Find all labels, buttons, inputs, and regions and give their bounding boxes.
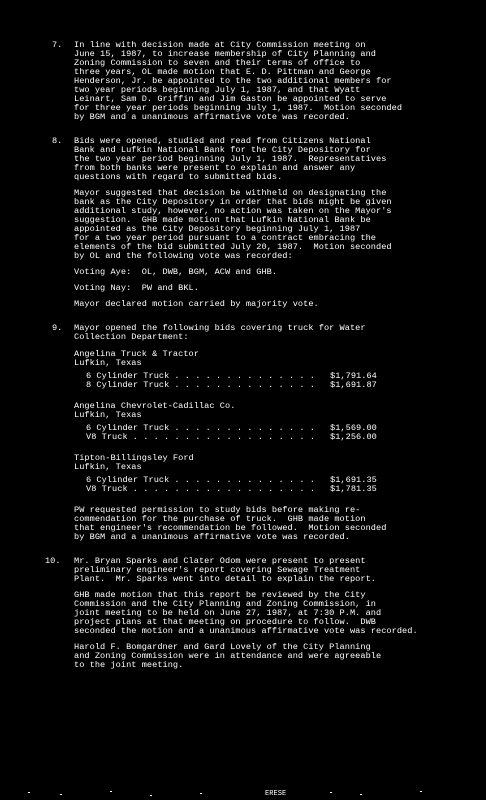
- dot-leader: . . . . . . . . . . . . . .: [169, 424, 321, 433]
- text-line: and Zoning Commission were in attendance and were agreeable: [74, 651, 382, 661]
- text-line: project plans at that meeting on procedure to follow. DWB: [74, 617, 377, 627]
- text-line: the two year period beginning July 1, 1987. Representatives: [74, 154, 387, 164]
- text-line: joint meeting to be held on June 27, 1987, at 7:30 P.M. and: [74, 608, 382, 618]
- text-line: from both banks were present to explain and answer any: [74, 163, 356, 173]
- bidder-city: Lufkin, Texas: [74, 410, 142, 420]
- text-line: June 15, 1987, to increase membership of City Planning and: [74, 49, 377, 59]
- dot-leader: . . . . . . . . . . . . . . . . . .: [127, 433, 321, 442]
- scan-speck: [28, 792, 30, 793]
- text-line: by BGM and a unanimous affirmative vote was recorded.: [74, 112, 350, 122]
- text-line: for three year periods beginning July 1, 1987. Motion seconded: [74, 103, 403, 113]
- bid-item: 6 Cylinder Truck: [86, 423, 170, 433]
- item-number: 8.: [52, 136, 63, 146]
- text-line: GHB made motion that this report be reviewed by the City: [74, 590, 366, 600]
- item-number: 9.: [52, 323, 63, 333]
- scan-speck: [200, 793, 202, 794]
- bid-item: V8 Truck: [86, 484, 128, 494]
- text-line: by OL and the following vote was recorded:: [74, 251, 293, 261]
- text-line: two year periods beginning July 1, 1987, and that Wyatt: [74, 85, 361, 95]
- text-line: appointed as the City Depository beginning July 1, 1987: [74, 224, 361, 234]
- text-line: suggestion. GHB made motion that Lufkin National Bank be: [74, 215, 371, 225]
- text-line: Bids were opened, studied and read from Citizens National: [74, 136, 371, 146]
- text-line: for a two year period pursuant to a contract embracing the: [74, 233, 377, 243]
- text-line: PW requested permission to study bids before making re-: [74, 505, 361, 515]
- text-line: Collection Department:: [74, 332, 189, 342]
- bidder-city: Lufkin, Texas: [74, 358, 142, 368]
- bid-item: 6 Cylinder Truck: [86, 371, 170, 381]
- bid-amount: $1,256.00: [330, 432, 377, 442]
- scan-speck: [60, 794, 62, 795]
- scan-speck: [330, 792, 332, 793]
- bid-amount: $1,691.35: [330, 475, 377, 485]
- text-line: Bank and Lufkin National Bank for the City Depository for: [74, 145, 371, 155]
- bid-item: 8 Cylinder Truck: [86, 380, 170, 390]
- item-number: 7.: [52, 40, 63, 50]
- text-line: to the joint meeting.: [74, 660, 184, 670]
- text-line: Mayor suggested that decision be withheld on designating the: [74, 188, 387, 198]
- scan-speck: [150, 795, 152, 796]
- scan-speck: [360, 794, 362, 795]
- item-number: 10.: [45, 556, 61, 566]
- text-line: Voting Aye: OL, DWB, BGM, ACW and GHB.: [74, 267, 278, 277]
- bid-amount: $1,781.35: [330, 484, 377, 494]
- scan-speck: [110, 791, 112, 792]
- text-line: that engineer's recommendation be followed. Motion seconded: [74, 523, 387, 533]
- text-line: three years, OL made motion that E. D. Pittman and George: [74, 67, 371, 77]
- dot-leader: . . . . . . . . . . . . . .: [169, 381, 321, 390]
- bid-item: 6 Cylinder Truck: [86, 475, 170, 485]
- text-line: by BGM and a unanimous affirmative vote was recorded.: [74, 532, 350, 542]
- text-line: elements of the bid submitted July 20, 1987. Motion seconded: [74, 242, 392, 252]
- text-line: Zoning Commission to seven and their terms of office to: [74, 58, 361, 68]
- bid-amount: $1,791.64: [330, 371, 377, 381]
- text-line: Leinart, Sam D. Griffin and Jim Gaston be appointed to serve: [74, 94, 387, 104]
- text-line: additional study, however, no action was taken on the Mayor's: [74, 206, 392, 216]
- bidder-name: Angelina Truck & Tractor: [74, 349, 199, 359]
- text-line: Mayor declared motion carried by majority vote.: [74, 299, 319, 309]
- text-line: seconded the motion and a unanimous affirmative vote was recorded.: [74, 626, 418, 636]
- text-line: commendation for the purchase of truck. GHB made motion: [74, 514, 366, 524]
- text-line: bank as the City Depository in order that bids might be given: [74, 197, 392, 207]
- bid-amount: $1,691.87: [330, 380, 377, 390]
- text-line: Voting Nay: PW and BKL.: [74, 283, 199, 293]
- dot-leader: . . . . . . . . . . . . . .: [169, 476, 321, 485]
- text-line: questions with regard to submitted bids.: [74, 172, 283, 182]
- dot-leader: . . . . . . . . . . . . . . . . . .: [127, 485, 321, 494]
- text-line: Henderson, Jr. be appointed to the two additional members for: [74, 76, 392, 86]
- bidder-name: Angelina Chevrolet-Cadillac Co.: [74, 401, 236, 411]
- text-line: preliminary engineer's report covering Sewage Treatment: [74, 565, 361, 575]
- text-line: Harold F. Bomgardner and Gard Lovely of the City Planning: [74, 642, 371, 652]
- text-line: Plant. Mr. Sparks went into detail to explain the report.: [74, 574, 377, 584]
- bid-item: V8 Truck: [86, 432, 128, 442]
- text-line: Mr. Bryan Sparks and Clater Odom were present to present: [74, 556, 366, 566]
- bidder-city: Lufkin, Texas: [74, 462, 142, 472]
- bid-amount: $1,569.00: [330, 423, 377, 433]
- bidder-name: Tipton-Billingsley Ford: [74, 453, 194, 463]
- footer-mark: ERESE: [265, 790, 287, 798]
- text-line: Mayor opened the following bids covering truck for Water: [74, 323, 366, 333]
- text-line: Commission and the City Planning and Zoning Commission, in: [74, 599, 377, 609]
- text-line: In line with decision made at City Commission meeting on: [74, 40, 366, 50]
- scan-speck: [420, 791, 422, 792]
- dot-leader: . . . . . . . . . . . . . .: [169, 372, 321, 381]
